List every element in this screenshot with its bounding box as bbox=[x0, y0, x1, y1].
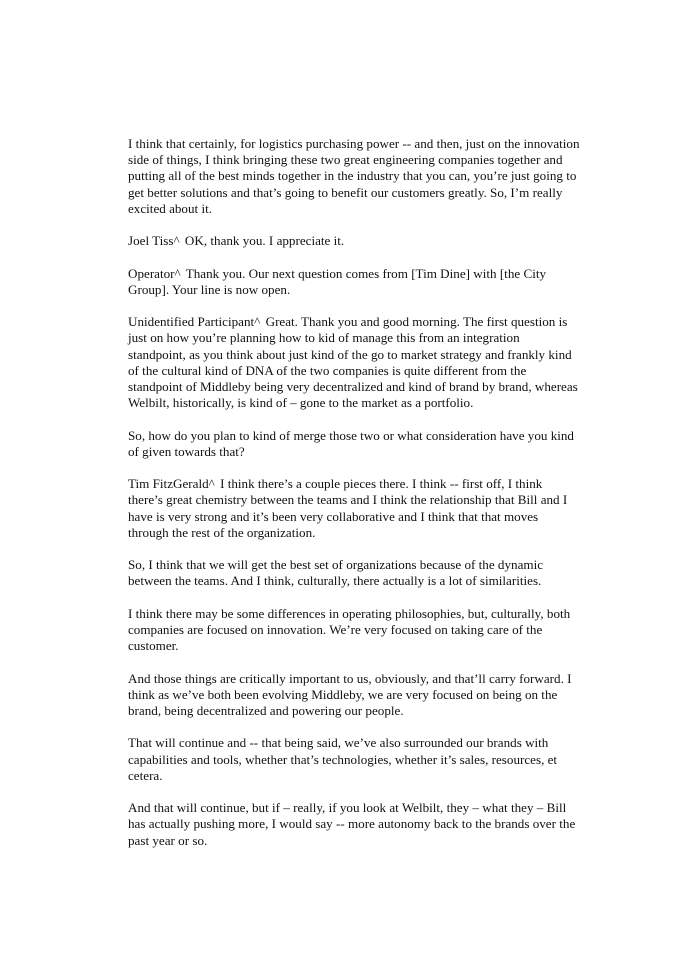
speaker-name: Operator^ bbox=[128, 265, 181, 281]
paragraph-text: I think there’s a couple pieces there. I think -- first off, I think there’s great chemistry between the teams and I think the relationship that Bill and I have is very strong and it’s been very collaborative and I think that that moves through the rest of the organization. bbox=[128, 476, 568, 540]
paragraph bbox=[128, 671, 580, 720]
paragraph bbox=[128, 476, 580, 541]
paragraph bbox=[128, 557, 580, 589]
paragraph-text: OK, thank you. I appreciate it. bbox=[184, 233, 345, 249]
speaker-name: Tim FitzGerald^ bbox=[128, 476, 215, 492]
paragraph-text: And that will continue, but if – really, if you look at Welbilt, they – what they – Bill has actually pushing more, I would say -- more autonomy back to the brands over the past year or so. bbox=[128, 800, 576, 848]
paragraph bbox=[128, 800, 580, 849]
paragraph-text: And those things are critically important to us, obviously, and that’ll carry forward. I think as we’ve both been evolving Middleby, we are very focused on being on the brand, being decentralized and powering our people. bbox=[128, 670, 572, 718]
paragraph bbox=[128, 266, 580, 298]
speaker-name: Unidentified Participant^ bbox=[128, 314, 261, 330]
paragraph bbox=[128, 233, 580, 249]
transcript-body bbox=[128, 136, 580, 865]
paragraph bbox=[128, 735, 580, 784]
paragraph bbox=[128, 428, 580, 460]
paragraph bbox=[128, 314, 580, 411]
paragraph-text: So, I think that we will get the best set of organizations because of the dynamic between the teams. And I think, culturally, there actually is a lot of similarities. bbox=[128, 557, 544, 589]
speaker-name: Joel Tiss^ bbox=[128, 233, 180, 249]
paragraph-text: Thank you. Our next question comes from [Tim Dine] with [the City Group]. Your line is now open. bbox=[128, 265, 547, 297]
paragraph-text: Great. Thank you and good morning. The first question is just on how you’re planning how to kid of manage this from an integration standpoint, as you think about just kind of the go to market strategy and frankly kind of the cultural kind of DNA of the two companies is quite different from the standpoint of Middleby being very decentralized and kind of brand by brand, whereas Welbilt, historically, is kind of – gone to the market as a portfolio. bbox=[128, 314, 578, 411]
paragraph bbox=[128, 606, 580, 655]
paragraph-text: I think that certainly, for logistics purchasing power -- and then, just on the innovation side of things, I think bringing these two great engineering companies together and putting all of the best minds together in the industry that you can, you’re just going to get better solutions and that’s going to benefit our customers greatly. So, I’m really excited about it. bbox=[128, 136, 580, 216]
paragraph bbox=[128, 136, 580, 217]
paragraph-text: I think there may be some differences in operating philosophies, but, culturally, both companies are focused on innovation. We’re very focused on taking care of the customer. bbox=[128, 605, 571, 654]
paragraph-text: That will continue and -- that being said, we’ve also surrounded our brands with capabilities and tools, whether that’s technologies, whether it’s sales, resources, et cetera. bbox=[128, 735, 558, 783]
paragraph-text: So, how do you plan to kind of merge those two or what consideration have you kind of given towards that? bbox=[128, 427, 574, 459]
